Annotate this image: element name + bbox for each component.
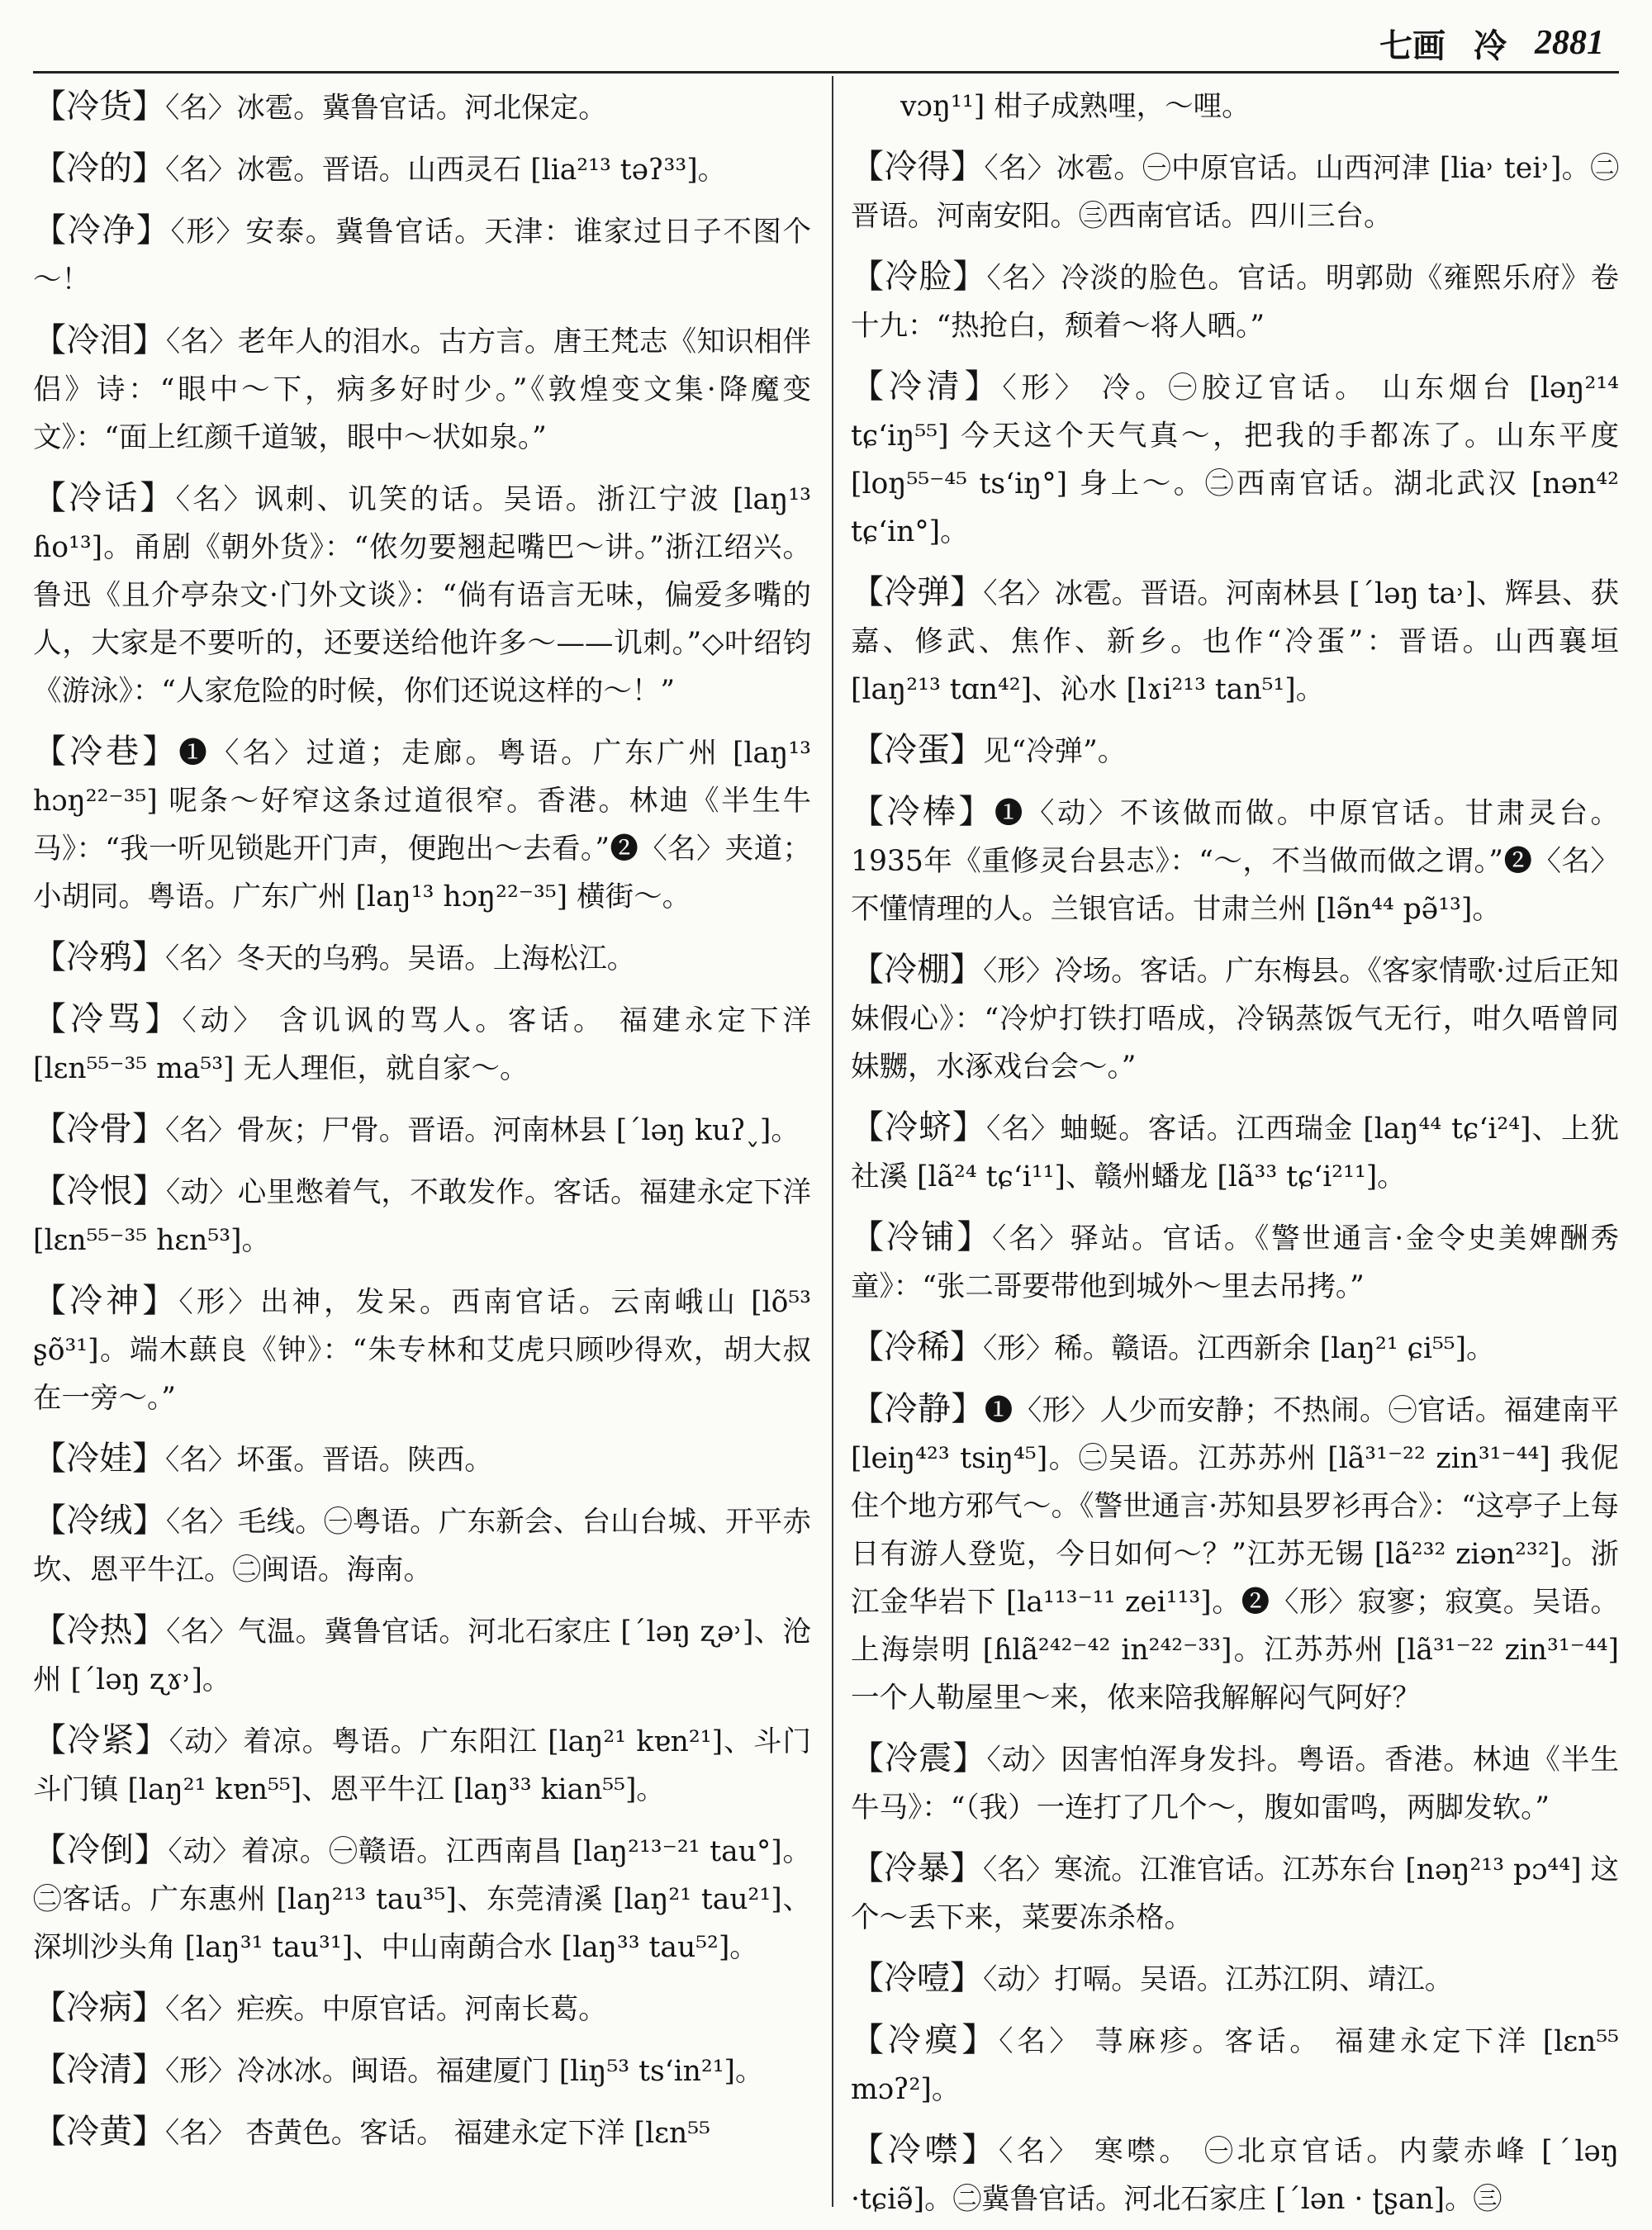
entry-headword: 【冷棚】 [851, 951, 984, 989]
entry-headword: 【冷噤】 [851, 2131, 999, 2169]
entry-headword: 【冷紧】 [33, 1721, 169, 1759]
dictionary-entry [851, 363, 1619, 556]
entry-definition: 〈名〉冰雹。冀鲁官话。河北保定。 [165, 92, 607, 125]
entry-definition: 〈动〉 含讥讽的骂人。客话。 福建永定下洋 [lɛn⁵⁵⁻³⁵ ma⁵³] 无人理佢，就自家～。 [33, 1004, 811, 1085]
dictionary-entry [33, 1716, 811, 1814]
dictionary-entry [33, 2108, 811, 2157]
dictionary-entry [851, 568, 1619, 714]
dictionary-entry [33, 1606, 811, 1704]
entry-definition: 〈形〉稀。赣语。江西新余 [laŋ²¹ ɕi⁵⁵]。 [983, 1332, 1495, 1365]
entry-definition: 〈名〉冰雹。晋语。山西灵石 [lia²¹³ təʔ³³]。 [165, 154, 727, 187]
dictionary-entry [33, 474, 811, 715]
entry-headword: 【冷清】 [851, 368, 1003, 406]
entry-headword: 【冷弹】 [851, 573, 984, 611]
entry-definition: 〈名〉气温。冀鲁官话。河北石家庄 [ˊləŋ ʐə˒]、沧州 [ˊləŋ ʐɤ˒]。 [33, 1616, 811, 1696]
entry-definition: ❶〈动〉不该做而做。中原官话。甘肃灵台。1935年《重修灵台县志》：“～，不当做而做之谓。”❷〈名〉不懂情理的人。兰银官话。甘肃兰州 [lə̃n⁴⁴ pə̃¹³]。 [851, 797, 1619, 926]
dictionary-entry [851, 1954, 1619, 2004]
entry-headword: 【冷的】 [33, 149, 165, 187]
entry-headword: 【冷蛋】 [851, 731, 983, 769]
entry-definition: 〈名〉坏蛋。晋语。陕西。 [165, 1444, 493, 1477]
dictionary-entry [33, 145, 811, 194]
section-label: 七画 [1379, 26, 1446, 65]
left-column [33, 83, 811, 2226]
dictionary-entry [33, 995, 811, 1093]
dictionary-entry [851, 2016, 1619, 2114]
header-rule [33, 71, 1619, 74]
entry-definition: 〈名〉 荨麻疹。客话。 福建永定下洋 [lɛn⁵⁵ mɔʔ²]。 [851, 2025, 1619, 2106]
entry-headword: 【冷脸】 [851, 258, 987, 296]
entry-definition: 〈形〉冷冰冰。闽语。福建厦门 [liŋ⁵³ tsʻin²¹]。 [165, 2055, 764, 2088]
entry-headword: 【冷恨】 [33, 1172, 166, 1210]
dictionary-entry [33, 1984, 811, 2033]
dictionary-entry [33, 2046, 811, 2095]
entry-headword: 【冷铺】 [851, 1218, 993, 1256]
dictionary-entry [33, 1497, 811, 1594]
dictionary-entry [33, 1435, 811, 1484]
entry-headword: 【冷稀】 [851, 1328, 983, 1366]
dictionary-entry [33, 1105, 811, 1155]
entry-definition: 〈名〉冷淡的脸色。官话。明郭勋《雍熙乐府》卷十九：“热抢白，颓着～将人晒。” [851, 262, 1619, 343]
entry-headword: 【冷鸦】 [33, 938, 165, 976]
entry-headword: 【冷蛴】 [851, 1108, 987, 1146]
entry-definition: 〈动〉因害怕浑身发抖。粤语。香港。林迪《半生牛马》：“（我）一连打了几个～，腹如雷鸣，两脚发软。” [851, 1744, 1619, 1824]
entry-definition: 〈名〉冬天的乌鸦。吴语。上海松江。 [165, 942, 636, 975]
entry-definition: 〈动〉着凉。㊀赣语。江西南昌 [laŋ²¹³⁻²¹ tau°]。㊁客话。广东惠州 [laŋ²¹³ tau³⁵]、东莞清溪 [laŋ²¹ tau²¹]、深圳沙头角 [laŋ³¹ tau³¹]、中山南蓢合水 [laŋ³³ tau⁵²]。 [33, 1835, 811, 1964]
entry-definition: 〈形〉冷场。客话。广东梅县。《客家情歌·过后正知妹假心》：“冷炉打铁打唔成，冷锅蒸饭气无行，咁久唔曾同妹嬲，水涿戏台会～。” [851, 955, 1619, 1084]
entry-headword: 【冷倒】 [33, 1831, 169, 1869]
entry-headword: 【冷得】 [851, 148, 985, 186]
entry-headword: 【冷病】 [33, 1989, 165, 2027]
entry-headword: 【冷热】 [33, 1611, 167, 1649]
entry-definition: 〈名〉讽刺、讥笑的话。吴语。浙江宁波 [laŋ¹³ ɦo¹³]。甬剧《朝外货》：“侬勿要翘起嘴巴～讲。”浙江绍兴。鲁迅《且介亭杂文·门外文谈》：“倘有语言无味，偏爱多嘴的人，大家是不要听的，还要送给他许多～——讥刺。”◇叶绍钧《游泳》：“人家危险的时候，你们还说这样的～！” [33, 483, 811, 708]
dictionary-entry [33, 728, 811, 921]
entry-headword: 【冷骨】 [33, 1110, 165, 1148]
entry-definition: 〈名〉骨灰；尸骨。晋语。河南林县 [ˊləŋ kuʔ˯]。 [165, 1114, 800, 1147]
dictionary-entry [851, 1323, 1619, 1373]
entry-headword: 【冷净】 [33, 211, 171, 249]
dictionary-entry [851, 1844, 1619, 1942]
entry-definition: 见“冷弹”。 [983, 735, 1127, 768]
entry-headword: 【冷绒】 [33, 1502, 166, 1540]
dictionary-entry [33, 933, 811, 983]
entry-headword: 【冷静】 [851, 1390, 985, 1428]
entry-definition: 〈名〉蚰蜒。客话。江西瑞金 [laŋ⁴⁴ tɕʻi²⁴]、上犹社溪 [lã²⁴ tɕʻi¹¹]、赣州蟠龙 [lã³³ tɕʻi²¹¹]。 [851, 1113, 1619, 1193]
entry-definition: 〈名〉毛线。㊀粤语。广东新会、台山台城、开平赤坎、恩平牛江。㊁闽语。海南。 [33, 1506, 811, 1587]
entry-headword: 【冷棒】 [851, 793, 995, 831]
entry-definition: 〈形〉安泰。冀鲁官话。天津：谁家过日子不图个～！ [33, 216, 811, 297]
right-column [851, 83, 1619, 2226]
entry-headword: 【冷神】 [33, 1282, 179, 1320]
entry-definition: ❶〈形〉人少而安静；不热闹。㊀官话。福建南平 [leiŋ⁴²³ tsiŋ⁴⁵]。㊁吴语。江苏苏州 [lã³¹⁻²² zin³¹⁻⁴⁴] 我伲住个地方邪气～。《警世通言·苏知县罗衫再合》：“这亭子上每日有游人登览，今日如何～？”江苏无锡 [lã²³² ziən²³²]。浙江金华岩下 [la¹¹³⁻¹¹ zei¹¹³]。❷〈形〉寂寥；寂寞。吴语。上海崇明 [ɦlã²⁴²⁻⁴² in²⁴²⁻³³]。江苏苏州 [lã³¹⁻²² zin³¹⁻⁴⁴] 一个人勒屋里～来，侬来陪我解解闷气阿好？ [851, 1394, 1619, 1715]
entry-definition: 〈名〉驿站。官话。《警世通言·金令史美婢酬秀童》：“张二哥要带他到城外～里去吊拷。” [851, 1222, 1619, 1303]
dictionary-entry [851, 1734, 1619, 1832]
dictionary-entry [851, 946, 1619, 1091]
dictionary-entry [33, 206, 811, 304]
dictionary-entry [33, 1167, 811, 1264]
dictionary-entry [851, 2126, 1619, 2223]
dictionary-entry [851, 1385, 1619, 1722]
entry-headword: 【冷黄】 [33, 2113, 165, 2151]
dictionary-entry [851, 726, 1619, 776]
page-header [1379, 18, 1604, 68]
entry-headword: 【冷震】 [851, 1739, 987, 1777]
entry-headword: 【冷清】 [33, 2051, 165, 2089]
page-number: 2881 [1535, 24, 1604, 62]
column-rule [832, 76, 833, 2207]
entry-headword: 【冷话】 [33, 479, 176, 517]
entry-definition: 〈名〉寒流。江淮官话。江苏东台 [nəŋ²¹³ pɔ⁴⁴] 这个～丢下来，菜要冻杀格。 [851, 1853, 1619, 1934]
dictionary-entry [851, 788, 1619, 933]
dictionary-entry [33, 83, 811, 132]
entry-continuation: vɔŋ¹¹] 柑子成熟哩，～哩。 [900, 90, 1251, 123]
entry-definition: 〈动〉着凉。粤语。广东阳江 [laŋ²¹ kɐn²¹]、斗门斗门镇 [laŋ²¹ kɐn⁵⁵]、恩平牛江 [laŋ³³ kian⁵⁵]。 [33, 1725, 811, 1806]
entry-definition: 〈名〉 寒噤。 ㊀北京官话。内蒙赤峰 [ˊləŋ ·tɕiə̃]。㊁冀鲁官话。河北石家庄 [ˊlən · ʈʂan]。㊂ [851, 2135, 1619, 2216]
dictionary-entry [851, 1103, 1619, 1201]
entry-definition: 〈形〉出神，发呆。西南官话。云南峨山 [lõ⁵³ ʂõ³¹]。端木蕻良《钟》：“朱专林和艾虎只顾吵得欢，胡大叔在一旁～。” [33, 1286, 811, 1415]
entry-headword: 【冷瘼】 [851, 2021, 999, 2059]
entry-headword: 【冷娃】 [33, 1440, 165, 1478]
entry-definition: 〈名〉 杏黄色。客话。 福建永定下洋 [lɛn⁵⁵ [165, 2117, 710, 2150]
dictionary-entry [33, 1277, 811, 1422]
entry-headword: 【冷暴】 [851, 1849, 984, 1887]
radical-char: 冷 [1474, 26, 1507, 65]
dictionary-entry [851, 143, 1619, 240]
entry-headword: 【冷巷】 [33, 733, 179, 771]
entry-definition: ❶〈名〉过道；走廊。粤语。广东广州 [laŋ¹³ hɔŋ²²⁻³⁵] 呢条～好窄这条过道很窄。香港。林迪《半生牛马》：“我一听见锁匙开门声，便跑出～去看。”❷〈名〉夹道；小胡同。粤语。广东广州 [laŋ¹³ hɔŋ²²⁻³⁵] 横街～。 [33, 737, 811, 913]
entry-definition: 〈名〉冰雹。㊀中原官话。山西河津 [lia˒ tei˒]。㊁晋语。河南安阳。㊂西南官话。四川三台。 [851, 152, 1619, 233]
entry-headword: 【冷泪】 [33, 321, 166, 359]
entry-headword: 【冷货】 [33, 88, 165, 126]
entry-definition: 〈名〉老年人的泪水。古方言。唐王梵志《知识相伴侣》诗：“眼中～下，病多好时少。”《敦煌变文集·降魔变文》：“面上红颜千道皱，眼中～状如泉。” [33, 325, 811, 454]
dictionary-entry [851, 253, 1619, 350]
entry-headword: 【冷噎】 [851, 1959, 983, 1997]
dictionary-entry [851, 1213, 1619, 1311]
entry-headword: 【冷骂】 [33, 1000, 183, 1038]
entry-definition: 〈名〉疟疾。中原官话。河南长葛。 [165, 1993, 607, 2026]
entry-definition: 〈形〉 冷。㊀胶辽官话。 山东烟台 [ləŋ²¹⁴ tɕʻiŋ⁵⁵] 今天这个天气真～，把我的手都冻了。山东平度 [loŋ⁵⁵⁻⁴⁵ tsʻiŋ°] 身上～。㊁西南官话。湖北武汉 [nən⁴² tɕʻin°]。 [851, 372, 1619, 548]
entry-definition: 〈动〉心里憋着气，不敢发作。客话。福建永定下洋 [lɛn⁵⁵⁻³⁵ hɛn⁵³]。 [33, 1176, 811, 1257]
dictionary-entry [33, 316, 811, 462]
dictionary-entry [33, 1826, 811, 1971]
entry-definition: 〈动〉打嗝。吴语。江苏江阴、靖江。 [983, 1963, 1454, 1996]
entry-definition: 〈名〉冰雹。晋语。河南林县 [ˊləŋ ta˒]、辉县、获嘉、修武、焦作、新乡。也作“冷蛋”：晋语。山西襄垣 [laŋ²¹³ tɑn⁴²]、沁水 [lɤi²¹³ tan⁵¹]。 [851, 577, 1619, 706]
